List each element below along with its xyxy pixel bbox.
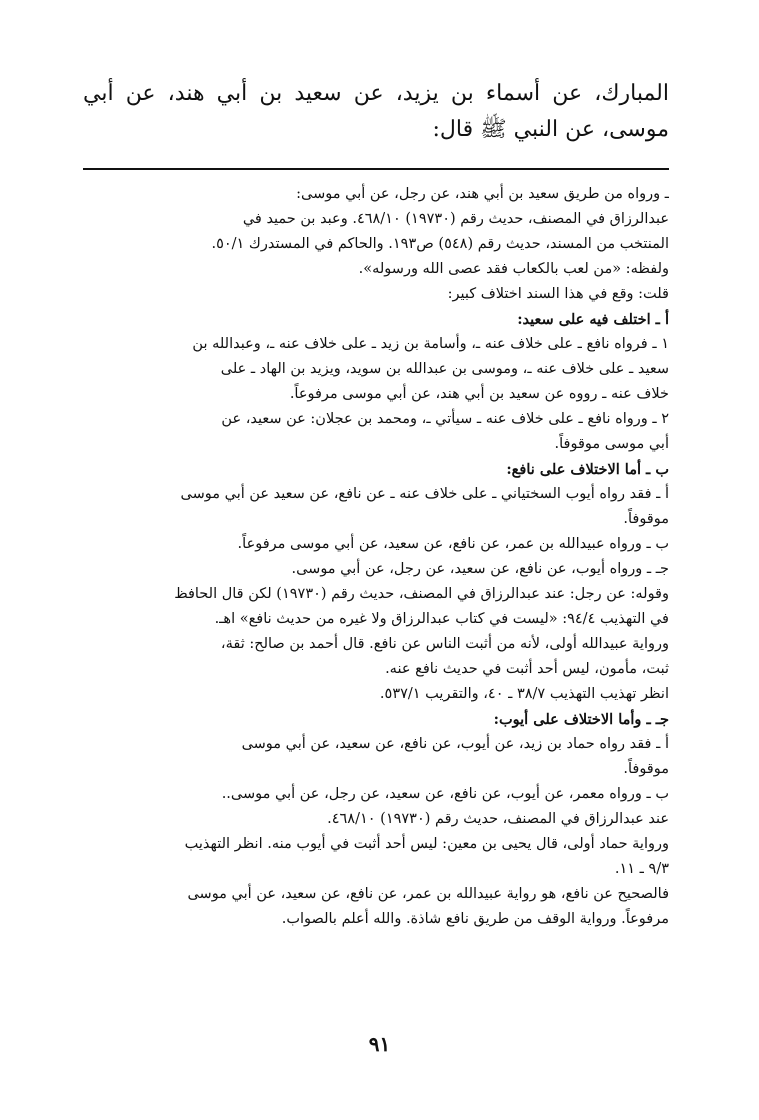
footnote-line: جـ ـ وأما الاختلاف على أيوب: (493, 711, 669, 728)
footnote-line: في التهذيب ٩٤/٤: «ليست في كتاب عبدالرزاق ولا غيره من حديث نافع» اهـ. (214, 611, 669, 627)
footnote-line: أبي موسى موقوفاً. (554, 436, 669, 452)
footnotes (83, 182, 669, 932)
footnote-line: أ ـ اختلف فيه على سعيد: (517, 311, 669, 328)
footnote-line: ٢ ـ ورواه نافع ـ على خلاف عنه ـ سيأتي ـ، ومحمد بن عجلان: عن سعيد، عن (221, 411, 669, 427)
footnote-divider (83, 168, 669, 170)
footnote-line: عبدالرزاق في المصنف، حديث رقم (١٩٧٣٠) ٤٦٨/١٠. وعبد بن حميد في (242, 211, 669, 227)
footnote-line: فالصحيح عن نافع، هو رواية عبيدالله بن عمر، عن نافع، عن سعيد، عن أبي موسى (187, 886, 669, 902)
footnote-line: مرفوعاً. ورواية الوقف من طريق نافع شاذة. والله أعلم بالصواب. (281, 911, 669, 927)
footnote-line: موقوفاً. (623, 761, 669, 777)
footnote-line: أ ـ فقد رواه حماد بن زيد، عن أيوب، عن نافع، عن سعيد، عن أبي موسى (241, 736, 669, 752)
footnote-line: ب ـ ورواه عبيدالله بن عمر، عن نافع، عن سعيد، عن أبي موسى مرفوعاً. (237, 536, 669, 552)
footnote-line: ورواية حماد أولى، قال يحيى بن معين: ليس أحد أثبت في أيوب منه. انظر التهذيب (184, 836, 669, 852)
footnote-line: سعيد ـ على خلاف عنه ـ، وموسى بن عبدالله بن سويد، ويزيد بن الهاد ـ على (220, 361, 669, 377)
footnote-line: وقوله: عن رجل: عند عبدالرزاق في المصنف، حديث رقم (١٩٧٣٠) لكن قال الحافظ (174, 586, 669, 602)
footnote-line: ب ـ أما الاختلاف على نافع: (506, 461, 669, 478)
footnote-line: ١ ـ فرواه نافع ـ على خلاف عنه ـ، وأسامة بن زيد ـ على خلاف عنه ـ، وعبدالله بن (192, 336, 669, 352)
footnote-line: قلت: وقع في هذا السند اختلاف كبير: (447, 286, 669, 302)
footnote-line: عند عبدالرزاق في المصنف، حديث رقم (١٩٧٣٠) ٤٦٨/١٠. (327, 811, 669, 827)
main-text: المبارك، عن أسماء بن يزيد، عن سعيد بن أبي هند، عن أبي موسى، عن النبي ﷺ قال: (83, 81, 669, 142)
footnote-line: ورواية عبيدالله أولى، لأنه من أثبت الناس عن نافع. قال أحمد بن صالح: ثقة، (220, 636, 669, 652)
footnote-line: ولفظه: «من لعب بالكعاب فقد عصى الله ورسوله». (358, 261, 669, 277)
footnote-line: ـ ورواه من طريق سعيد بن أبي هند، عن رجل، عن أبي موسى: (296, 186, 669, 202)
footnote-line: انظر تهذيب التهذيب ٣٨/٧ ـ ٤٠، والتقريب ٥٣٧/١. (379, 686, 669, 702)
footnote-line: ب ـ ورواه معمر، عن أيوب، عن نافع، عن سعيد، عن رجل، عن أبي موسى.. (221, 786, 669, 802)
footnote-line: المنتخب من المسند، حديث رقم (٥٤٨) ص١٩٣. والحاكم في المستدرك ٥٠/١. (211, 236, 669, 252)
page-number: ٩١ (368, 1032, 391, 1056)
footnote-line: ثبت، مأمون، ليس أحد أثبت في حديث نافع عنه. (385, 661, 669, 677)
footnote-line: موقوفاً. (623, 511, 669, 527)
footnote-line: أ ـ فقد رواه أيوب السختياني ـ على خلاف عنه ـ عن نافع، عن سعيد عن أبي موسى (180, 486, 669, 502)
footnote-line: ٩/٣ ـ ١١. (614, 861, 669, 877)
footnote-line: جـ ـ ورواه أيوب، عن نافع، عن سعيد، عن رجل، عن أبي موسى. (291, 561, 669, 577)
footnote-line: خلاف عنه ـ رووه عن سعيد بن أبي هند، عن أبي موسى مرفوعاً. (289, 386, 669, 402)
